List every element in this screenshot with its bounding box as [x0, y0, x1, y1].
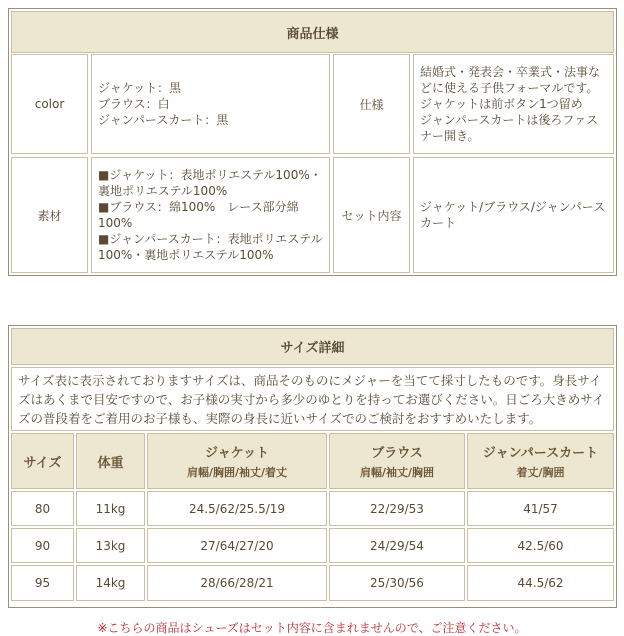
size-header-weight [76, 433, 145, 489]
size-header-jacket [147, 433, 327, 489]
size-header-skirt-label: ジャンパースカート [482, 446, 599, 461]
spec-material-line: ■ジャンパースカート：表地ポリエステル100%・裏地ポリエステル100% [98, 232, 323, 262]
size-title: サイズ詳細 [11, 328, 614, 365]
table-cell-skirt: 42.5/60 [467, 528, 614, 563]
table-cell-size: 90 [11, 528, 74, 563]
size-header-size [11, 433, 74, 489]
size-header-jacket-label: ジャケット [204, 446, 270, 461]
table-cell-weight: 14kg [76, 565, 145, 601]
size-header-weight-label: 体重 [97, 455, 124, 471]
spec-shiyou-line: 結婚式・発表会・卒業式・法事などに使える子供フォーマルです。 [420, 65, 601, 95]
spec-value-color [91, 54, 330, 154]
spec-shiyou-line: ジャンパースカートは後ろファスナー開き。 [420, 113, 599, 143]
spec-label-color: color [11, 54, 88, 154]
spec-value-shiyou [413, 54, 614, 154]
size-header-blouse-label: ブラウス [371, 446, 423, 461]
spec-title: 商品仕様 [11, 11, 614, 53]
size-header-skirt [467, 433, 614, 489]
spec-label-material: 素材 [11, 157, 88, 273]
table-cell-size: 80 [11, 491, 74, 526]
size-header-size-label: サイズ [23, 455, 62, 471]
table-cell-skirt: 44.5/62 [467, 565, 614, 601]
table-cell-blouse: 22/29/53 [329, 491, 465, 526]
size-header-skirt-sub: 着丈/胸囲 [516, 466, 565, 479]
table-cell-jacket: 28/66/28/21 [147, 565, 327, 601]
spec-color-line: ジャンパースカート：黒 [98, 113, 229, 127]
size-header-blouse-sub: 肩幅/袖丈/胸囲 [359, 466, 435, 479]
spec-shiyou-line: ジャケットは前ボタン1つ留め [420, 97, 583, 111]
table-cell-skirt: 41/57 [467, 491, 614, 526]
size-table [8, 325, 617, 608]
table-cell-size: 95 [11, 565, 74, 601]
size-header-blouse [329, 433, 465, 489]
size-description: サイズ表に表示されておりますサイズは、商品そのものにメジャーを当てて採寸したものです。身長サイズはあくまで目安ですので、お子様の実寸から多少のゆとりを持ってお選びください。日ごろ大きめサイズの普段着をご着用のお子様も、実際の身長に近いサイズでのご検討をおすすめいたします。 [11, 367, 614, 431]
spec-material-line: ■ブラウス：綿100% レース部分綿100% [98, 200, 299, 230]
table-cell-weight: 13kg [76, 528, 145, 563]
table-cell-jacket: 24.5/62/25.5/19 [147, 491, 327, 526]
spec-color-line: ジャケット：黒 [98, 81, 182, 95]
spec-label-shiyou: 仕様 [333, 54, 410, 154]
spec-label-set: セット内容 [333, 157, 410, 273]
spec-value-set [413, 157, 614, 273]
table-cell-jacket: 27/64/27/20 [147, 528, 327, 563]
spec-material-line: ■ジャケット：表地ポリエステル100%・裏地ポリエステル100% [98, 168, 322, 198]
table-cell-weight: 11kg [76, 491, 145, 526]
spec-table [8, 8, 617, 276]
table-cell-blouse: 25/30/56 [329, 565, 465, 601]
size-header-jacket-sub: 肩幅/胸囲/袖丈/着丈 [186, 466, 288, 479]
spec-color-line: ブラウス：白 [98, 97, 170, 111]
table-cell-blouse: 24/29/54 [329, 528, 465, 563]
spec-value-material [91, 157, 330, 273]
spec-set-line: ジャケット/ブラウス/ジャンパースカート [420, 200, 606, 230]
shoes-note: ※こちらの商品はシューズはセット内容に含まれませんので、ご注意ください。 [97, 621, 527, 635]
